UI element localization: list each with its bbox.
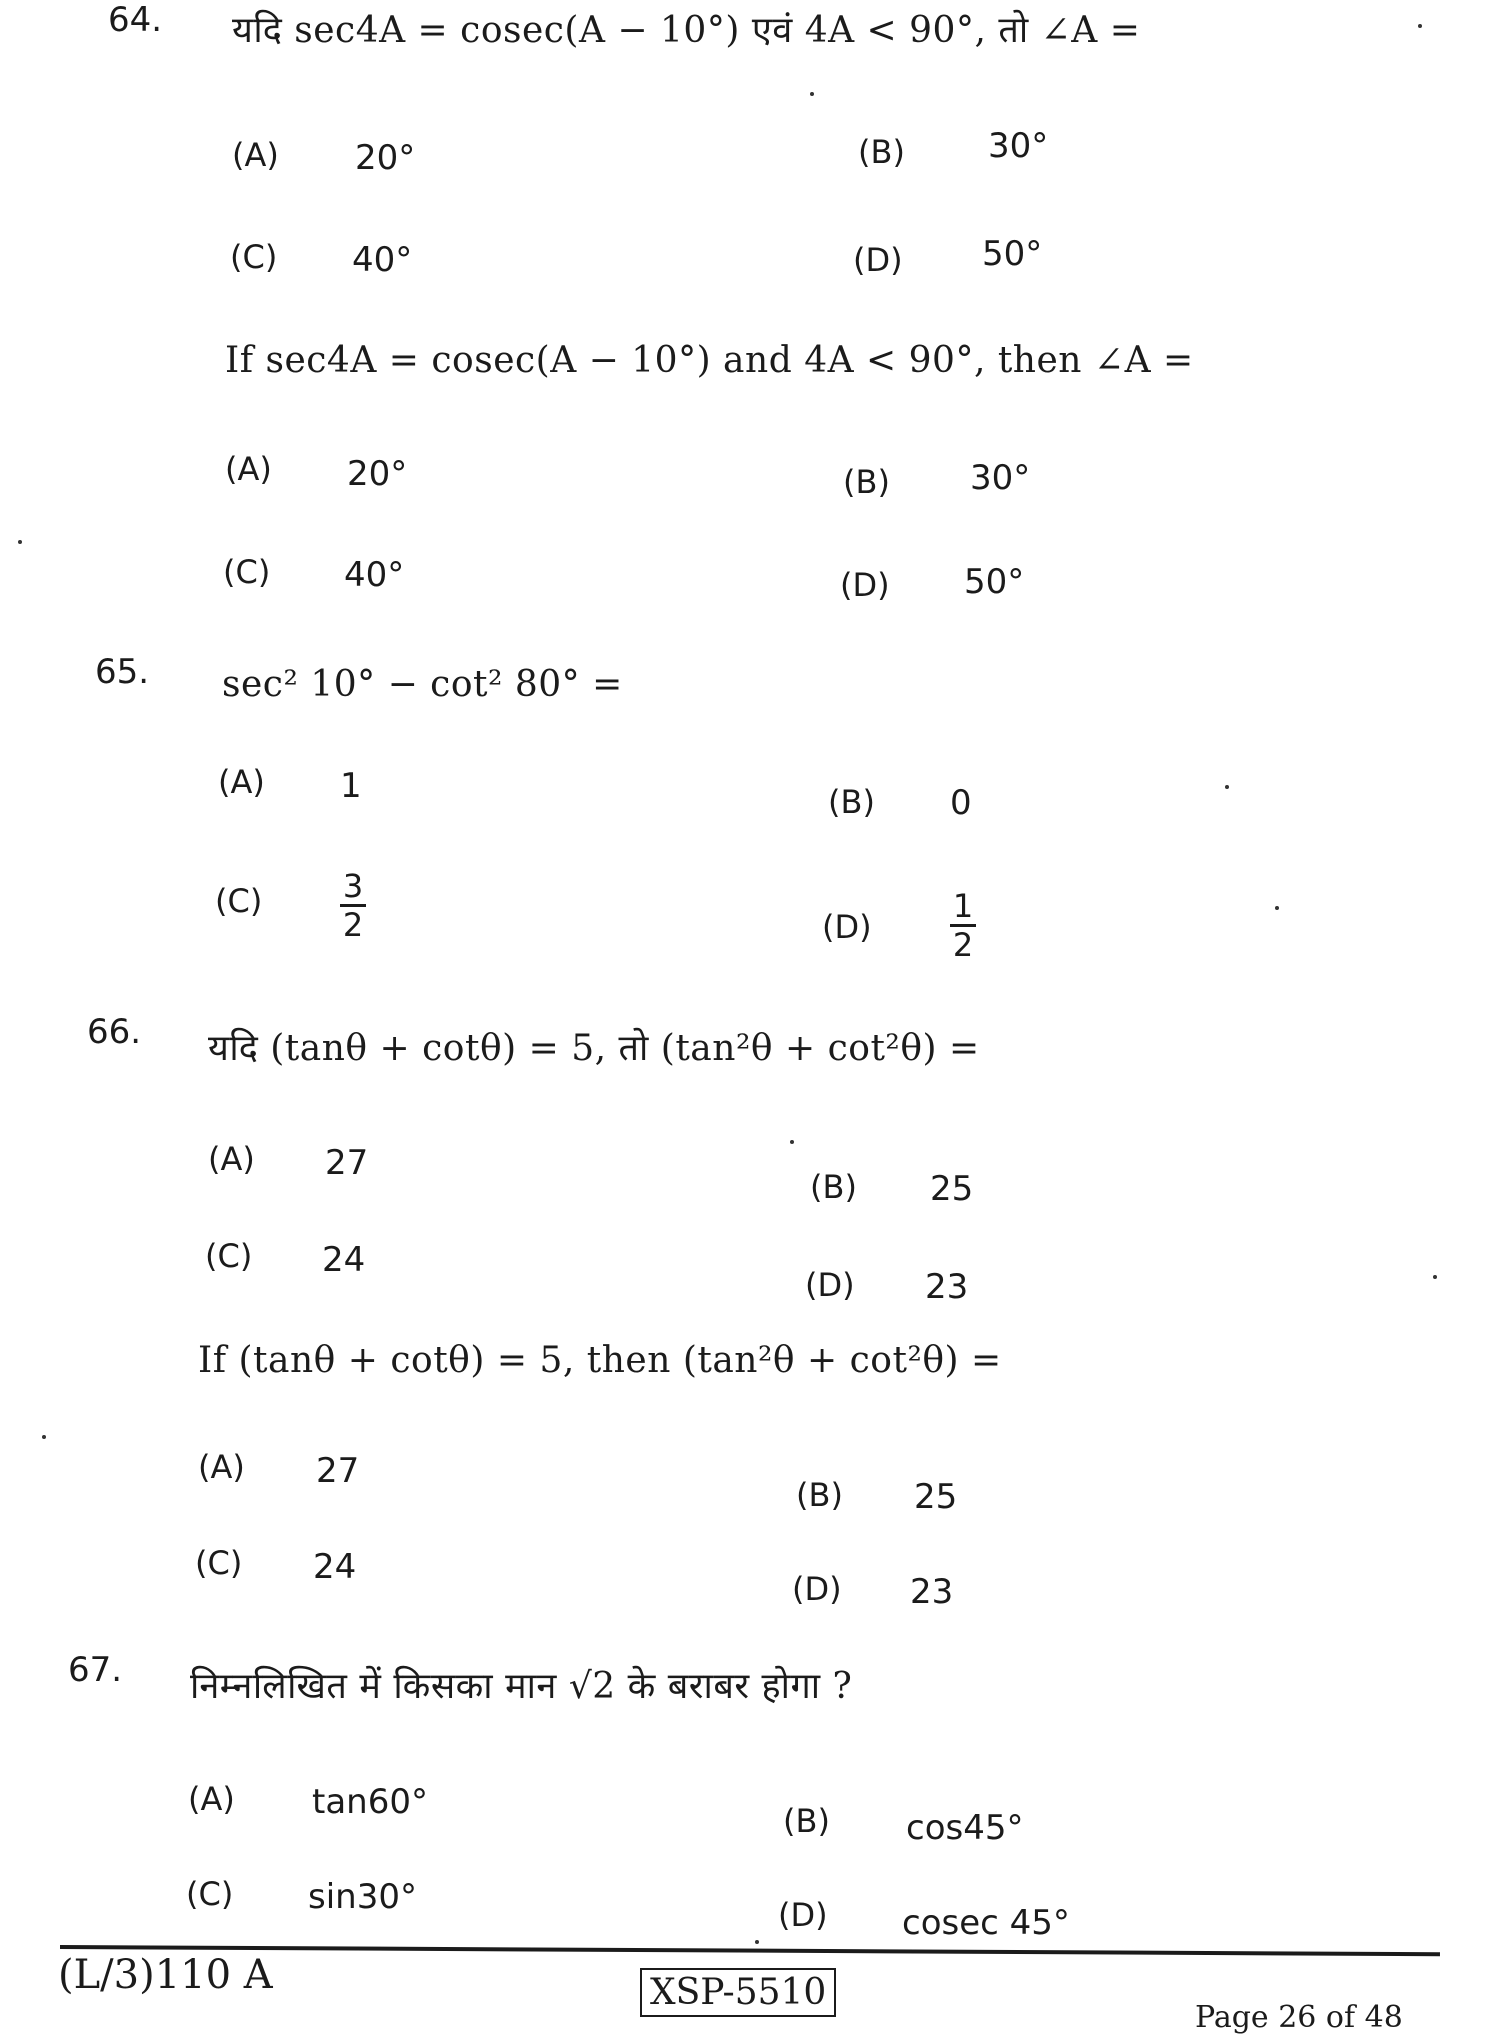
option-value: 20° — [355, 138, 416, 178]
scan-speck — [1275, 906, 1279, 910]
fraction-denominator: 2 — [342, 906, 364, 944]
scan-speck — [1418, 24, 1422, 28]
question-statement: sec² 10° − cot² 80° = — [222, 664, 623, 705]
option-value: 27 — [316, 1451, 360, 1491]
page-number: Page 26 of 48 — [1195, 2000, 1403, 2035]
question-statement-hindi: यदि (tanθ + cotθ) = 5, तो (tan²θ + cot²θ) = — [208, 1028, 980, 1069]
option-label: (A) — [232, 136, 279, 174]
scan-speck — [18, 540, 22, 544]
option-label: (A) — [218, 763, 265, 801]
question-number: 65. — [95, 652, 150, 692]
option-value: 24 — [322, 1240, 366, 1280]
option-value: 40° — [344, 555, 405, 595]
option-value: 30° — [988, 126, 1049, 166]
option-label: (D) — [840, 566, 890, 604]
option-label: (A) — [198, 1448, 245, 1486]
scan-speck — [790, 1140, 794, 1144]
option-label: (D) — [853, 241, 903, 279]
option-label: (C) — [195, 1544, 243, 1582]
question-number: 64. — [108, 0, 163, 40]
fraction-numerator: 3 — [342, 867, 364, 905]
option-value: sin30° — [308, 1877, 417, 1917]
option-label: (C) — [215, 882, 263, 920]
question-statement-hindi: निम्नलिखित में किसका मान √2 के बराबर होगा ? — [190, 1666, 853, 1707]
option-value: 50° — [982, 234, 1043, 274]
option-label: (B) — [783, 1802, 830, 1840]
scan-speck — [755, 1940, 759, 1944]
option-value: 1 — [340, 766, 362, 806]
option-label: (D) — [792, 1570, 842, 1608]
option-value: 24 — [313, 1547, 357, 1587]
option-label: (C) — [205, 1237, 253, 1275]
fraction-denominator: 2 — [952, 926, 974, 964]
fraction-numerator: 1 — [952, 887, 974, 925]
question-statement-english: If sec4A = cosec(A − 10°) and 4A < 90°, then ∠A = — [225, 340, 1194, 381]
paper-code: (L/3)110 A — [58, 1952, 273, 1998]
option-value: 23 — [925, 1267, 969, 1307]
option-label: (B) — [810, 1168, 857, 1206]
option-value: cosec 45° — [902, 1903, 1070, 1943]
option-value: 0 — [950, 783, 972, 823]
option-label: (B) — [796, 1476, 843, 1514]
scan-speck — [1225, 785, 1229, 789]
option-value: 30° — [970, 458, 1031, 498]
option-label: (C) — [186, 1875, 234, 1913]
question-statement-hindi: यदि sec4A = cosec(A − 10°) एवं 4A < 90°, तो ∠A = — [232, 10, 1141, 51]
option-label: (D) — [822, 908, 872, 946]
question-statement-english: If (tanθ + cotθ) = 5, then (tan²θ + cot²θ) = — [198, 1340, 1002, 1381]
scan-speck — [1433, 1275, 1437, 1279]
option-label: (C) — [230, 238, 278, 276]
scan-speck — [810, 92, 814, 96]
option-value: cos45° — [906, 1808, 1024, 1848]
option-label: (B) — [828, 783, 875, 821]
question-number: 66. — [87, 1012, 142, 1052]
option-label: (C) — [223, 553, 271, 591]
fraction-value — [950, 887, 976, 964]
option-label: (B) — [858, 133, 905, 171]
option-label: (D) — [778, 1896, 828, 1934]
option-value: 23 — [910, 1572, 954, 1612]
option-value: tan60° — [312, 1782, 428, 1822]
option-label: (D) — [805, 1266, 855, 1304]
fraction-value — [340, 867, 366, 944]
scan-speck — [42, 1435, 46, 1439]
option-value: 25 — [930, 1169, 974, 1209]
series-code-box: XSP-5510 — [640, 1968, 836, 2017]
option-label: (A) — [208, 1140, 255, 1178]
option-label: (A) — [188, 1780, 235, 1818]
option-value: 40° — [352, 240, 413, 280]
question-number: 67. — [68, 1650, 123, 1690]
option-value: 50° — [964, 562, 1025, 602]
option-value: 25 — [914, 1477, 958, 1517]
option-label: (B) — [843, 463, 890, 501]
option-label: (A) — [225, 450, 272, 488]
option-value: 20° — [347, 454, 408, 494]
option-value: 27 — [325, 1143, 369, 1183]
